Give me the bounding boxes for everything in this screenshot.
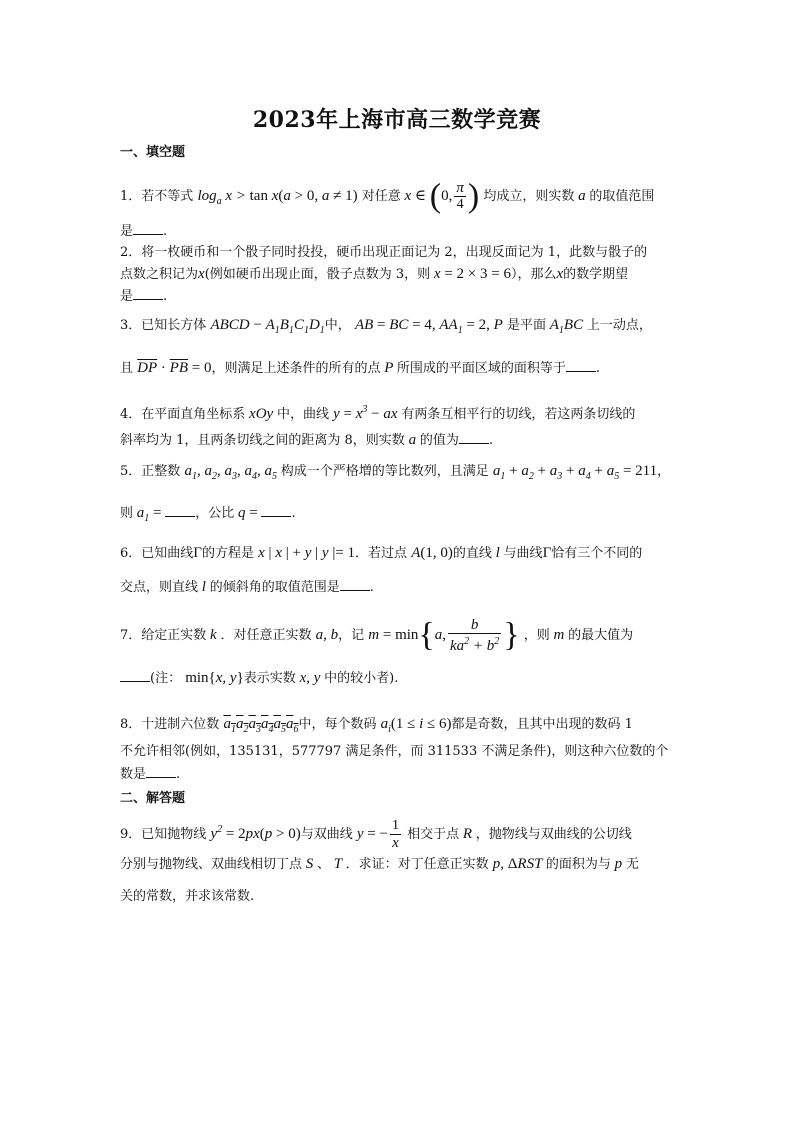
question-7-line-2: (注： min{x, y}表示实数 x, y 中的较小者).	[120, 670, 398, 687]
question-5-line-2: 则 $a_1$ = ，公比 q = .	[120, 505, 296, 524]
section-answer: 二、解答题	[120, 791, 186, 806]
answer-blank	[459, 432, 489, 444]
b-over-ka2-b2-fraction: $\frac{b}{ka^2 + b^2}$	[450, 617, 500, 654]
answer-blank	[133, 223, 163, 235]
page-title: 2023年上海市高三数学竞赛	[252, 107, 542, 133]
question-9-line-3: 关的常数，并求该常数.	[120, 889, 255, 904]
question-4-line-1: 4．在平面直角坐标系 xOy 中，曲线 $y = x^3$ − ax 有两条互相平行的切线，若这两条切线的	[120, 404, 636, 422]
question-3-line-1: 3．已知长方体 ABCD − $A_1B_1C_1D_1$中， AB = BC = 4, $AA_1 = 2$, P 是平面 $A_1BC$ 上一动点，	[120, 317, 652, 336]
question-8-line-3: 数是 .	[120, 767, 181, 782]
question-7-line-1: 7．给定正实数 k ．对任意正实数 a, b，记 m = min{a, $\frac{b}{ka^2 + b^2}$ } ，则 m 的最大值为	[120, 616, 634, 654]
answer-blank	[133, 288, 163, 300]
question-9-line-2: 分别与抛物线、双曲线相切丁点 S 、 T ．求证：对丁任意正实数 p, ΔRST 的面积为与 p 无	[120, 856, 639, 872]
question-3-line-2: 且 $\overline{DP} \cdot \overline{PB} = 0$，则满足上述条件的所有的点 P 所围成的平面区域的面积等于 .	[120, 360, 601, 376]
question-1-line-1: 1．若不等式 $\log_a x > \tan x(a > 0$, a ≠ 1) 对任意 x ∈ (0, $\frac{\pi}{4}$ ) 均成立，则实数 a 的取值范围	[120, 177, 655, 215]
question-9-line-1: 9．已知抛物线 $y^2 = 2px(p > 0)$与双曲线 y = − $\frac{1}{x}$ 相交于点 R ，抛物线与双曲线的公切线	[120, 818, 632, 851]
question-8-line-1: 8．十进制六位数 $a_1a_2a_3a_4a_5a_6$中，每个数码 $a_i(1 \le i \le 6)$都是奇数，且其中出现的数码 1	[120, 716, 633, 735]
question-2-line-2: 点数之积记为x(例如硬币出现止面，骰子点数为 3，则 x = 2 × 3 = 6），那么x的数学期望	[120, 266, 629, 282]
question-2-line-3: 是 .	[120, 289, 168, 304]
pi-over-four-fraction: $\frac{\pi}{4}$	[456, 180, 464, 212]
question-4-line-2: 斜率均为 1，且两条切线之间的距离为 8，则实数 a 的值为 .	[120, 432, 493, 448]
answer-blank	[120, 670, 150, 682]
question-2-line-1: 2．将一枚硬币和一个骰子同时投投，硬币出现正面记为 2，出现反面记为 1，此数与骰子的	[120, 245, 648, 260]
answer-blank	[566, 360, 596, 372]
question-6-line-1: 6．已知曲线Γ的方程是 x | x | + y | y |= 1．若过点 A(1, 0)的直线 l 与曲线Γ恰有三个不同的	[120, 545, 643, 561]
answer-blank	[261, 505, 291, 517]
question-6-line-2: 交点，则直线 l 的倾斜角的取值范围是 .	[120, 579, 374, 595]
answer-blank	[340, 579, 370, 591]
one-over-x-fraction: $\frac{1}{x}$	[391, 818, 399, 851]
question-5-line-1: 5．正整数 $a_1$, $a_2$, $a_3$, $a_4$, $a_5$ 构成一个严格増的等比数列，且满足 $a_1 + a_2 + a_3 + a_4 + a_5 = 211$，	[120, 463, 671, 482]
answer-blank	[165, 505, 195, 517]
section-fill-in: 一、填空题	[120, 145, 186, 160]
question-8-line-2: 不允许相邻(例如，135131，577797 满足条件，而 311533 不满足条件)，则这种六位数的个	[120, 744, 669, 759]
question-1-line-2: 是 .	[120, 224, 168, 239]
answer-blank	[146, 766, 176, 778]
